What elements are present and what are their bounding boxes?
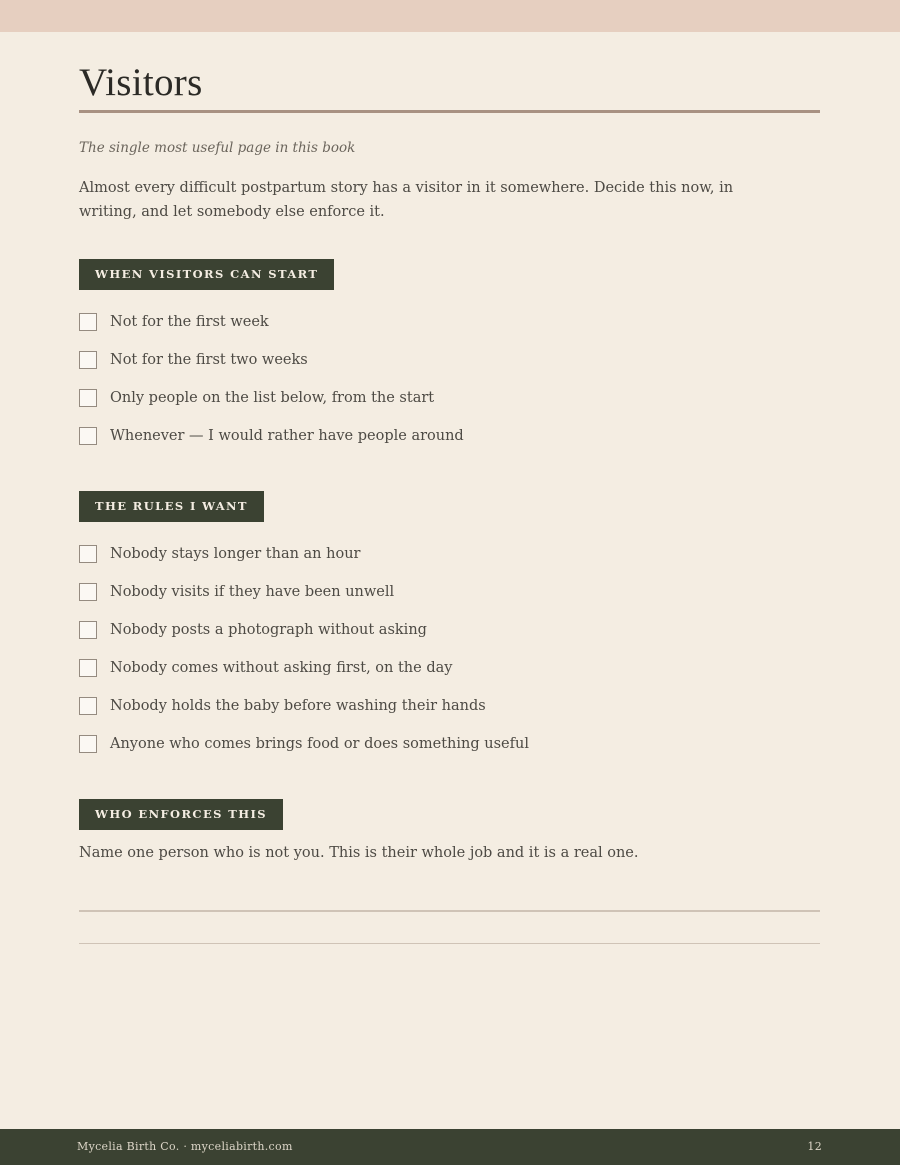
section-label-rules-i-want: THE RULES I WANT	[79, 491, 264, 522]
checkbox[interactable]	[79, 583, 97, 601]
checklist-when-visitors-start	[79, 303, 820, 455]
checklist-item-label: Anyone who comes brings food or does something useful	[110, 736, 529, 752]
checklist-item[interactable]	[79, 611, 820, 649]
enforcer-instructions: Name one person who is not you. This is their whole job and it is a real one.	[79, 845, 639, 861]
page-title: Visitors	[79, 61, 203, 104]
checklist-item[interactable]	[79, 649, 820, 687]
section-label-when-visitors-start: WHEN VISITORS CAN START	[79, 259, 334, 290]
checklist-item[interactable]	[79, 341, 820, 379]
section-rules-i-want	[79, 491, 820, 763]
intro-paragraph: Almost every difficult postpartum story has a visitor in it somewhere. Decide this now, in writing, and let somebody else enforce it.	[79, 180, 734, 220]
section-when-visitors-start	[79, 259, 820, 455]
checkbox[interactable]	[79, 545, 97, 563]
checklist-item-label: Nobody holds the baby before washing their hands	[110, 698, 486, 714]
page-content	[79, 32, 820, 944]
checkbox[interactable]	[79, 389, 97, 407]
checklist-item[interactable]	[79, 725, 820, 763]
page-number: 12	[807, 1140, 822, 1153]
checklist-item[interactable]	[79, 535, 820, 573]
write-in-line[interactable]	[79, 910, 820, 912]
checklist-item[interactable]	[79, 687, 820, 725]
checklist-item[interactable]	[79, 303, 820, 341]
top-band	[0, 0, 900, 32]
checkbox[interactable]	[79, 621, 97, 639]
checklist-item-label: Not for the first two weeks	[110, 352, 308, 368]
checklist-item-label: Nobody stays longer than an hour	[110, 546, 361, 562]
checklist-item-label: Whenever — I would rather have people around	[110, 428, 464, 444]
checklist-item[interactable]	[79, 573, 820, 611]
checkbox[interactable]	[79, 735, 97, 753]
checklist-item[interactable]	[79, 417, 820, 455]
write-in-line[interactable]	[79, 943, 820, 945]
checkbox[interactable]	[79, 351, 97, 369]
checklist-item-label: Nobody posts a photograph without asking	[110, 622, 427, 638]
checklist-item-label: Only people on the list below, from the start	[110, 390, 435, 406]
footer-brand: Mycelia Birth Co. · myceliabirth.com	[77, 1140, 293, 1153]
section-who-enforces	[79, 799, 820, 944]
checklist-item-label: Nobody comes without asking first, on the day	[110, 660, 453, 676]
checklist-item[interactable]	[79, 379, 820, 417]
page-subtitle: The single most useful page in this book	[79, 140, 356, 156]
checkbox[interactable]	[79, 697, 97, 715]
checklist-rules-i-want	[79, 535, 820, 763]
section-label-who-enforces: WHO ENFORCES THIS	[79, 799, 283, 830]
title-rule	[79, 110, 820, 113]
checklist-item-label: Not for the first week	[110, 314, 269, 330]
checkbox[interactable]	[79, 427, 97, 445]
checkbox[interactable]	[79, 313, 97, 331]
checkbox[interactable]	[79, 659, 97, 677]
page-footer	[0, 1129, 900, 1165]
checklist-item-label: Nobody visits if they have been unwell	[110, 584, 395, 600]
